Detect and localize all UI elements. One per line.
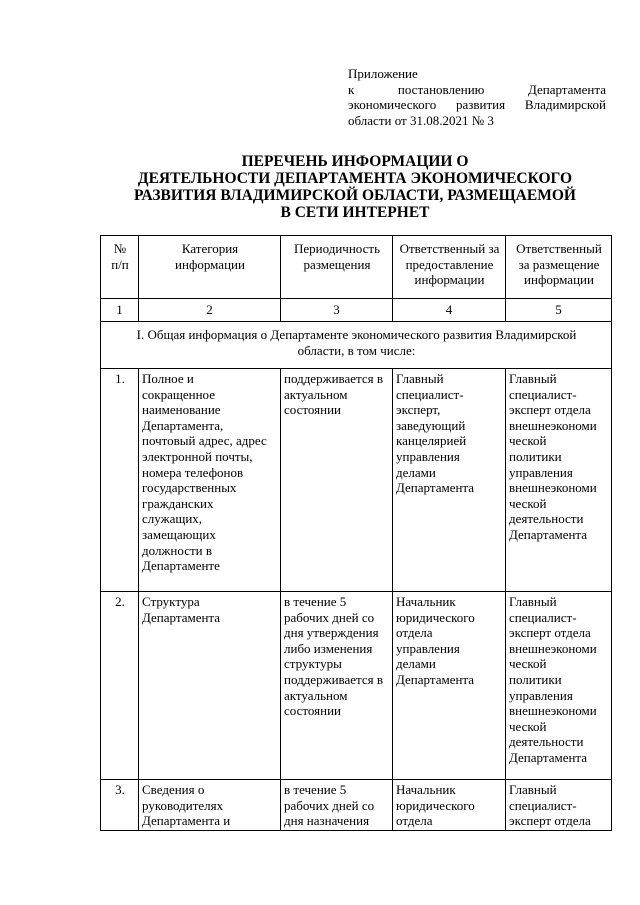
cell-line: №: [113, 241, 127, 256]
table-row: [101, 592, 612, 780]
cell-line: в течение 5: [284, 594, 347, 609]
cell-line: дня утверждения: [284, 625, 379, 641]
provider-cell: [393, 592, 506, 780]
title-line: РАЗВИТИЯ ВЛАДИМИРСКОЙ ОБЛАСТИ, РАЗМЕЩАЕМОЙ: [134, 187, 576, 204]
cell-line: Сведения о: [142, 782, 205, 797]
cell-line: деятельности: [509, 511, 584, 527]
cell-line: дня назначения: [284, 813, 370, 829]
cell-line: Начальник: [396, 782, 456, 797]
cell-line: предоставление: [405, 256, 494, 272]
annex-line: Приложение: [348, 66, 418, 81]
cell-line: Категория: [181, 241, 239, 256]
annex-word: постановлению: [397, 81, 485, 97]
cell-line: Структура: [142, 594, 200, 609]
cell-line: гражданских: [142, 495, 214, 511]
annex-block: [348, 66, 606, 128]
column-header: [101, 236, 139, 299]
cell-line: служащих,: [142, 511, 203, 527]
cell-line: ческой: [509, 656, 547, 672]
cell-line: канцелярией: [396, 433, 467, 449]
row-number: 3.: [101, 780, 139, 831]
cell-line: управления: [509, 687, 573, 703]
cell-line: внешнеэкономи: [509, 417, 597, 433]
column-header: [506, 236, 612, 299]
period-cell: [281, 592, 393, 780]
cell-line: поддерживается в: [284, 371, 384, 386]
cell-line: информации: [414, 272, 485, 288]
annex-word: развития: [456, 97, 506, 112]
column-number: 4: [393, 299, 506, 322]
category-cell: [139, 780, 281, 831]
cell-line: состоянии: [284, 703, 341, 719]
table-header-row: [101, 236, 612, 299]
cell-line: внешнеэкономи: [509, 703, 597, 719]
cell-line: внешнеэкономи: [509, 640, 597, 656]
cell-line: юридического: [396, 609, 475, 625]
cell-line: Департамента: [396, 480, 475, 496]
cell-line: Полное и: [142, 371, 194, 386]
cell-line: эксперт отдела: [509, 813, 591, 829]
cell-line: в течение 5: [284, 782, 347, 797]
row-number: 2.: [101, 592, 139, 780]
cell-line: наименование: [142, 402, 221, 418]
annex-word: экономического: [348, 97, 437, 112]
cell-line: актуальном: [284, 687, 348, 703]
column-header: [139, 236, 281, 299]
category-cell: [139, 369, 281, 592]
cell-line: почтовый адрес, адрес: [142, 433, 267, 449]
column-number: 5: [506, 299, 612, 322]
column-number: 2: [139, 299, 281, 322]
cell-line: ческой: [509, 495, 547, 511]
title-line: ПЕРЕЧЕНЬ ИНФОРМАЦИИ О: [241, 153, 469, 170]
section-heading: [101, 322, 612, 369]
column-number: 1: [101, 299, 139, 322]
cell-line: государственных: [142, 480, 237, 496]
cell-line: специалист-: [509, 386, 577, 402]
row-number: 1.: [101, 369, 139, 592]
column-number-row: [101, 299, 612, 322]
annex-word: к: [348, 81, 355, 97]
cell-line: делами: [396, 656, 436, 672]
cell-line: ческой: [509, 718, 547, 734]
cell-line: эксперт,: [396, 402, 441, 418]
cell-line: за размещение: [518, 256, 600, 272]
cell-line: замещающих: [142, 526, 216, 542]
publisher-cell: [506, 369, 612, 592]
annex-line: [348, 97, 606, 113]
cell-line: заведующий: [396, 417, 466, 433]
cell-line: Главный: [509, 594, 557, 609]
cell-line: актуальном: [284, 386, 348, 402]
cell-line: состоянии: [284, 402, 341, 418]
cell-line: п/п: [111, 256, 129, 272]
document-title: [100, 153, 610, 221]
cell-line: отдела: [396, 813, 433, 829]
category-cell: [139, 592, 281, 780]
cell-line: Департамента: [509, 526, 588, 542]
cell-line: размещения: [303, 256, 371, 272]
period-cell: [281, 780, 393, 831]
cell-line: управления: [396, 448, 460, 464]
section-line: I. Общая информация о Департаменте экономического развития Владимирской: [136, 327, 577, 342]
annex-line: области от 31.08.2021 № 3: [348, 112, 494, 128]
cell-line: Периодичность: [293, 241, 380, 256]
cell-line: специалист-: [509, 797, 577, 813]
cell-line: специалист-: [509, 609, 577, 625]
table-row: [101, 369, 612, 592]
cell-line: номера телефонов: [142, 464, 244, 480]
period-cell: [281, 369, 393, 592]
cell-line: должности в: [142, 542, 212, 558]
cell-line: поддерживается в: [284, 671, 384, 687]
cell-line: управления: [396, 640, 460, 656]
provider-cell: [393, 369, 506, 592]
cell-line: политики: [509, 671, 562, 687]
cell-line: специалист-: [396, 386, 464, 402]
cell-line: Главный: [509, 782, 557, 797]
column-header: [393, 236, 506, 299]
cell-line: делами: [396, 464, 436, 480]
cell-line: либо изменения: [284, 640, 373, 656]
cell-line: информации: [175, 256, 245, 272]
cell-line: Департамента: [396, 671, 475, 687]
cell-line: электронной почты,: [142, 448, 253, 464]
title-line: ДЕЯТЕЛЬНОСТИ ДЕПАРТАМЕНТА ЭКОНОМИЧЕСКОГО: [137, 170, 573, 187]
cell-line: Департамента: [142, 609, 221, 625]
cell-line: Департаменте: [142, 558, 220, 574]
annex-line: [348, 82, 606, 98]
cell-line: Ответственный: [516, 241, 602, 256]
cell-line: структуры: [284, 656, 342, 672]
table-row: [101, 780, 612, 831]
cell-line: деятельности: [509, 734, 584, 750]
cell-line: Департамента,: [142, 417, 224, 433]
cell-line: эксперт отдела: [509, 402, 591, 418]
cell-line: юридического: [396, 797, 475, 813]
annex-word: Департамента: [527, 81, 606, 97]
section-line: области, в том числе:: [297, 342, 416, 358]
cell-line: информации: [524, 272, 594, 288]
cell-line: Департамента и: [142, 813, 231, 829]
cell-line: Ответственный за: [399, 241, 500, 256]
cell-line: Главный: [396, 371, 444, 386]
column-number: 3: [281, 299, 393, 322]
cell-line: Начальник: [396, 594, 456, 609]
column-header: [281, 236, 393, 299]
provider-cell: [393, 780, 506, 831]
cell-line: Главный: [509, 371, 557, 386]
cell-line: политики: [509, 448, 562, 464]
cell-line: Департамента: [509, 749, 588, 765]
cell-line: управления: [509, 464, 573, 480]
cell-line: рабочих дней со: [284, 609, 375, 625]
cell-line: руководителях: [142, 797, 224, 813]
title-line: В СЕТИ ИНТЕРНЕТ: [280, 204, 430, 221]
information-table: [100, 235, 612, 831]
publisher-cell: [506, 780, 612, 831]
cell-line: внешнеэкономи: [509, 480, 597, 496]
publisher-cell: [506, 592, 612, 780]
annex-word: Владимирской: [524, 97, 606, 112]
cell-line: эксперт отдела: [509, 625, 591, 641]
cell-line: рабочих дней со: [284, 797, 375, 813]
cell-line: сокращенное: [142, 386, 215, 402]
cell-line: отдела: [396, 625, 433, 641]
cell-line: ческой: [509, 433, 547, 449]
section-row: [101, 322, 612, 369]
